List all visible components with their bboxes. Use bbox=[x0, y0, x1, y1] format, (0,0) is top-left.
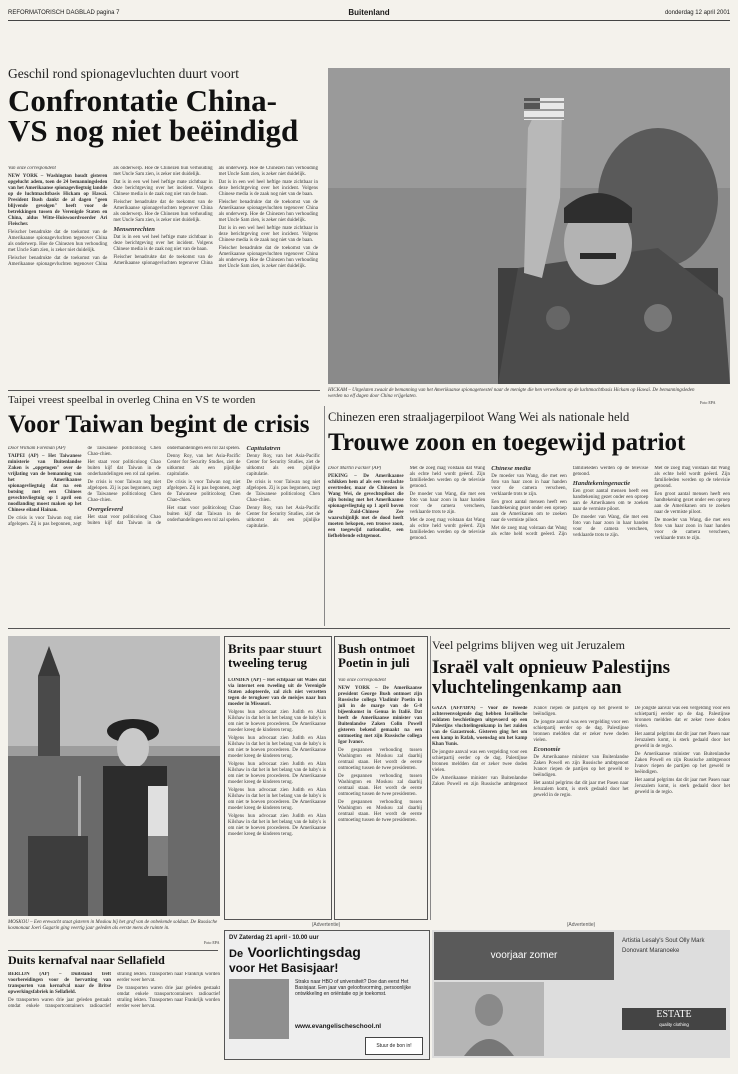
article3-paragraph: De moeder van Wang, die met een foto van haar zoon in haar handen voor de camera verscheen, verklaarde trots te zijn. bbox=[491, 474, 567, 497]
article2-subhead: Capitulatren bbox=[246, 446, 281, 452]
article2-paragraph: Denny Roy, van het Asia-Pacific Center for Security Studies, ziet de uitkomst als een pijnlijke capitulatie. bbox=[167, 454, 241, 477]
ad1-line1: De bbox=[229, 948, 244, 960]
article4-paragraph: Volgens hun advocaat zien Judith en Alan Kilshaw in dat het in het belang van de baby's is om niet te hoeven procederen. De Amerikaanse moeder kreeg de kinderen terug. bbox=[228, 736, 326, 759]
article5-headline: Bush ontmoet Poetin in juli bbox=[338, 641, 415, 670]
article3-subhead: Handtekeningenactie bbox=[572, 480, 631, 487]
article4-paragraph: Volgens hun advocaat zien Judith en Alan Kilshaw in dat het in het belang van de baby's is om niet te hoeven procederen. De Amerikaanse moeder kreeg de kinderen terug. bbox=[228, 814, 326, 837]
article2-paragraph: Het staat voor politicoloog Chao buiten kijf dat Taiwan in de onderhandelingen een rol zal spelen. bbox=[87, 460, 161, 477]
article6-subhead: Economie bbox=[533, 746, 561, 753]
article5-paragraph: De gespannen verhouding tussen Washington en Moskou zal daarbij centraal staan. Het wordt de eerste ontmoeting tussen de twee presidenten. bbox=[338, 774, 422, 797]
moskou-photo bbox=[8, 636, 220, 916]
ad2-box[interactable] bbox=[432, 930, 730, 1058]
article5-byline: Van onze correspondent bbox=[338, 678, 386, 683]
pilot-photo-credit: Foto EPA bbox=[700, 400, 716, 405]
ad2-logo-box bbox=[622, 1008, 726, 1030]
article4-body bbox=[228, 678, 326, 914]
article6-paragraph: Het aantal pelgrims dat dit jaar met Pasen naar Jeruzalem komt, is sterk gedaald door het geweld in de regio. bbox=[634, 778, 730, 795]
ad1-text: Straks naar HBO of universiteit? Doe dan eerst Het Basisjaar. Een jaar van geloofsvorming, persoonlijke ontwikkeling en oriëntatie op je toekomst. bbox=[295, 979, 411, 997]
article4-lead: LONDEN (AP) – Het echtpaar uit Wales dat via internet een tweeling uit de Verenigde Staten adopteerde, zal zich niet verzetten tegen de terugkeer van de meisjes naar hun moeder in Missouri. bbox=[228, 678, 326, 707]
header-left: REFORMATORISCH DAGBLAD pagina 7 bbox=[8, 10, 120, 16]
article1-body bbox=[8, 166, 318, 381]
divider bbox=[8, 950, 218, 951]
article7-paragraph: De transporten waren drie jaar geleden gestaakt omdat enkele transportcontainers radioactief straling lekten. Transporten naar Frankrijk worden eerder weer hervat. bbox=[8, 972, 220, 1009]
ad1-line2: Voorlichtingsdag bbox=[247, 944, 361, 960]
article1-lead: NEW YORK – Washington houdt gisteren opgelucht adem, toen de 24 bemanningsleden van het Amerikaanse spionagevliegtuig landde op de luchtmachtbasis Hickam op Hawaï. President Bush dankt de al dagen "geen blijvende gevolgen" heeft voor de betrekkingen tussen de Verenigde Staten en China, aldus Witte-Huiswoordvoerder Ari Fleischer. bbox=[8, 174, 108, 227]
article4-paragraph: Volgens hun advocaat zien Judith en Alan Kilshaw in dat het in het belang van de baby's is om niet te hoeven procederen. De Amerikaanse moeder kreeg de kinderen terug. bbox=[228, 710, 326, 733]
pilot-photo bbox=[328, 68, 730, 384]
article1-paragraph: Fleischer benadrukte dat de toekomst van de Amerikaanse spionagevluchten tegenover China als onderwerp. Hoe de Chinezen hun verhouding met Uncle Sam zien, is zeker niet duidelijk. bbox=[8, 230, 108, 253]
article1-paragraph: Dat is in een wel heel heftige mate zichtbaar in deze berichtgeving over het incident. Volgens Chinese media is de zaak nog niet van de baan. bbox=[113, 180, 213, 197]
moskou-caption: MOSKOU – Een erewacht staat gisteren in Moskou bij het graf van de onbekende soldaat. De Russische kosmonaut Joeri Gagarin ging veertig jaar geleden als eerste mens de ruimte in. bbox=[8, 920, 218, 931]
ad2-brands: Artistia Lesaly's Sout Olly Mark Donovant Maranoeke bbox=[622, 938, 705, 954]
article1-paragraph: Fleischer benadrukte dat de toekomst van de Amerikaanse spionagevluchten tegenover China als onderwerp. Hoe de Chinezen hun verhouding met Uncle Sam zien, is zeker niet duidelijk. bbox=[8, 166, 213, 267]
article6-body bbox=[432, 706, 730, 918]
ad1-box[interactable] bbox=[224, 930, 430, 1060]
ad1-cta[interactable]: Stuur de bon in! bbox=[365, 1037, 423, 1055]
ad2-photo bbox=[434, 982, 544, 1056]
article5-paragraph: De gespannen verhouding tussen Washington en Moskou zal daarbij centraal staan. Het wordt de eerste ontmoeting tussen de twee presidenten. bbox=[338, 800, 422, 823]
article6-paragraph: De Amerikaanse minister van Buitenlandse Zaken Powell en zijn Russische ambtgenoot Ivanov riepen de partijen op het geweld te beëindigen. bbox=[432, 706, 629, 787]
divider bbox=[8, 390, 320, 391]
article6-paragraph: Het aantal pelgrims dat dit jaar met Pasen naar Jeruzalem komt, is sterk gedaald door het geweld in de regio. bbox=[634, 732, 730, 749]
article6-paragraph: De jongste aanval was een vergelding voor een schietpartij eerder op de dag. Palestijnse bronnen meldden dat er zeker twee doden vielen. bbox=[432, 750, 528, 773]
moskou-photo-illustration bbox=[8, 636, 220, 916]
article7-paragraph: De transporten waren drie jaar geleden gestaakt omdat enkele transportcontainers radioactief straling lekten. Transporten naar Frankrijk worden eerder weer hervat. bbox=[117, 986, 220, 1009]
ad1-title bbox=[229, 945, 425, 975]
article3-kicker: Chinezen eren straaljagerpiloot Wang Wei als nationale held bbox=[328, 410, 630, 424]
article6-paragraph: Het aantal pelgrims dat dit jaar met Pasen naar Jeruzalem komt, is sterk gedaald door het geweld in de regio. bbox=[533, 781, 629, 798]
divider bbox=[8, 628, 730, 629]
article1-paragraph: Fleischer benadrukte dat de toekomst van de Amerikaanse spionagevluchten tegenover China als onderwerp. Hoe de Chinezen hun verhouding met Uncle Sam zien, is zeker niet duidelijk. bbox=[113, 200, 213, 223]
article2-subhead: Overgeleverd bbox=[87, 506, 123, 513]
article2-body bbox=[8, 446, 320, 621]
article3-byline: Door Martin Fackler (AP) bbox=[328, 466, 382, 471]
ad2-banner: voorjaar zomer bbox=[434, 932, 614, 980]
article3-paragraph: Met de zoeg mag volstaan dat Wang als echte held wordt geëerd. Zijn familieleden werden op de televisie getoond. bbox=[409, 518, 486, 541]
article3-headline: Trouwe zoon en toegewijd patriot bbox=[328, 429, 686, 456]
article3-paragraph: Een groot aantal mensen heeft een handtekening gezet onder een oproep aan de Amerikanen om te zoeken naar de vermiste piloot. bbox=[572, 489, 649, 512]
article1-headline: Confrontatie China-VS nog niet beëindigd bbox=[8, 83, 299, 148]
article2-kicker: Taipei vreest speelbal in overleg China en VS te worden bbox=[8, 394, 256, 406]
article1-kicker: Geschil rond spionagevluchten duurt voort bbox=[8, 66, 239, 81]
article1-paragraph: Dat is in een wel heel heftige mate zichtbaar in deze berichtgeving over het incident. Volgens Chinese media is de zaak nog niet van de baan. bbox=[218, 226, 318, 243]
header-section: Buitenland bbox=[348, 8, 390, 17]
article3-subhead: Chinese media bbox=[491, 466, 531, 472]
article1-paragraph: Fleischer benadrukte dat de toekomst van de Amerikaanse spionagevluchten tegenover China als onderwerp. Hoe de Chinezen hun verhouding met Uncle Sam zien, is zeker niet duidelijk. bbox=[218, 200, 318, 223]
article2-paragraph: De crisis is voor Taiwan nog niet afgelopen. Zij is pas begonnen, zegt de Taiwanese politicoloog Chen Chao-chien. bbox=[167, 480, 241, 503]
article2-lead: TAIPEI (AP) – Het Taiwanese ministerie van Buitenlandse Zaken is „opgetogen" over de vrijlating van de bemanning van het Amerikaanse spionagevliegtuig dat na een botsing met een Chinees gevechtsvliegtuig op 1 april een noodlanding moest maken op het Chinese eiland Hainan. bbox=[8, 454, 82, 513]
ad2-label: (Advertentie) bbox=[566, 922, 596, 928]
article4-paragraph: Volgens hun advocaat zien Judith en Alan Kilshaw in dat het in het belang van de baby's is om niet te hoeven procederen. De Amerikaanse moeder kreeg de kinderen terug. bbox=[228, 788, 326, 811]
article3-paragraph: Met de zoeg mag volstaan dat Wang als echte held wordt geëerd. Zijn familieleden werden op de televisie getoond. bbox=[654, 466, 730, 489]
article2-byline: Door William Foreman (AP) bbox=[8, 446, 66, 451]
header-date: donderdag 12 april 2001 bbox=[664, 10, 730, 16]
ad1-photo bbox=[229, 979, 289, 1039]
article7-body bbox=[8, 972, 220, 1060]
article6-paragraph: De Amerikaanse minister van Buitenlandse Zaken Powell en zijn Russische ambtgenoot Ivanov riepen de partijen op het geweld te beëindigen. bbox=[533, 755, 629, 778]
article6-headline: Israël valt opnieuw Palestijns vluchtelingenkamp aan bbox=[432, 657, 671, 698]
article3-paragraph: Een groot aantal mensen heeft een handtekening gezet onder een oproep aan de Amerikanen om te zoeken naar de vermiste piloot. bbox=[654, 492, 730, 515]
article5-paragraph: De gespannen verhouding tussen Washington en Moskou zal daarbij centraal staan. Het wordt de eerste ontmoeting tussen de twee presidenten. bbox=[338, 748, 422, 771]
article3-paragraph: Met de zoeg mag volstaan dat Wang als echte held wordt geëerd. Zijn familieleden werden op de televisie getoond. bbox=[491, 466, 649, 537]
ad1-line3: voor Het Basisjaar! bbox=[229, 961, 339, 975]
article2-paragraph: Het staat voor politicoloog Chao buiten kijf dat Taiwan in de onderhandelingen een rol zal spelen. bbox=[167, 506, 241, 523]
article3-paragraph: De moeder van Wang, die met een foto van haar zoon in haar handen voor de camera verscheen, verklaarde trots te zijn. bbox=[409, 492, 486, 515]
ad1-url[interactable]: www.evangelischeschool.nl bbox=[295, 1023, 382, 1030]
ad2-logo: ESTATE bbox=[656, 1009, 692, 1020]
article3-body bbox=[328, 466, 730, 621]
article3-lead: PEKING – De Amerikaanse schikken hem af als een verdachte overtreder, maar de Chinezen is Wang Wei, de gevechtspiloot die zijn botsing met het Amerikaanse spionagevliegtuig op 1 april boven de Zuid-Chinese Zee waarschijnlijk met de dood heeft moeten bekopen, een trouwe zoon, een toegewijd nationalist, een liefhebbende echtgenoot. bbox=[328, 474, 404, 539]
article5-body bbox=[338, 678, 422, 914]
article3-paragraph: Een groot aantal mensen heeft een handtekening gezet onder een oproep aan de Amerikanen om te zoeken naar de vermiste piloot. bbox=[491, 500, 567, 523]
article2-paragraph: De crisis is voor Taiwan nog niet afgelopen. Zij is pas begonnen, zegt de Taiwanese politicoloog Chen Chao-chien. bbox=[246, 480, 320, 503]
article6-paragraph: De jongste aanval was een vergelding voor een schietpartij eerder op de dag. Palestijnse bronnen meldden dat er zeker twee doden vielen. bbox=[634, 706, 730, 729]
article6-lead: GAZA (AFP/DPA) – Voor de tweede achtereenvolgende dag hebben Israëlische soldaten beschietingen uitgevoerd op een Palestijns vluchtelingenkamp in het zuiden van de Gazastrook. Gisteren ging het om een kamp in Rafah, woensdag om het kamp Khan Yunis. bbox=[432, 706, 528, 747]
ad1-date: DV Zaterdag 21 april - 10.00 uur bbox=[229, 935, 319, 941]
article7-headline: Duits kernafval naar Sellafield bbox=[8, 953, 165, 967]
article1-paragraph: Fleischer benadrukte dat de toekomst van de Amerikaanse spionagevluchten tegenover China als onderwerp. Hoe de Chinezen hun verhouding met Uncle Sam zien, is zeker niet duidelijk. bbox=[218, 246, 318, 269]
article3-paragraph: Met de zoeg mag volstaan dat Wang als echte held wordt geëerd. Zijn familieleden werden op de televisie getoond. bbox=[409, 466, 486, 489]
article6-kicker: Veel pelgrims blijven weg uit Jeruzalem bbox=[432, 638, 625, 652]
article2-paragraph: Denny Roy, van het Asia-Pacific Center for Security Studies, ziet de uitkomst als een pijnlijke capitulatie. bbox=[246, 506, 320, 529]
article4-headline: Brits paar stuurt tweeling terug bbox=[228, 641, 322, 670]
newspaper-page bbox=[8, 6, 730, 1062]
ad2-model-illustration bbox=[434, 982, 544, 1056]
article1-paragraph: Dat is in een wel heel heftige mate zichtbaar in deze berichtgeving over het incident. Volgens Chinese media is de zaak nog niet van de baan. bbox=[113, 235, 213, 252]
article1-paragraph: Dat is in een wel heel heftige mate zichtbaar in deze berichtgeving over het incident. Volgens Chinese media is de zaak nog niet van de baan. bbox=[218, 180, 318, 197]
article7-lead: BERLIJN (AP) – Duitsland treft voorbereidingen voor de hervatting van transporten van kernafval naar de Britse opwerkingsfabriek in Sellafield. bbox=[8, 972, 111, 995]
ad2-logo-sub: quality clothing bbox=[659, 1022, 689, 1027]
article1-byline: Van onze correspondent bbox=[8, 166, 56, 171]
pilot-photo-illustration bbox=[328, 68, 730, 384]
pilot-photo-caption: HICKAM – Uitgelaten zwaait de bemanning van het Amerikaanse spionagetoestel naar de menigte die hen verwelkomt op de luchtmachtbasis Hickam op Hawaï. De bemanningsleden werden na elf dagen door China vrijgelaten. bbox=[328, 388, 695, 399]
article3-paragraph: De moeder van Wang, die met een foto van haar zoon in haar handen voor de camera verscheen, verklaarde trots te zijn. bbox=[654, 518, 730, 541]
column-divider bbox=[430, 636, 431, 920]
ad1-label: (Advertentie) bbox=[311, 922, 341, 928]
article4-paragraph: Volgens hun advocaat zien Judith en Alan Kilshaw in dat het in het belang van de baby's is om niet te hoeven procederen. De Amerikaanse moeder kreeg de kinderen terug. bbox=[228, 762, 326, 785]
article3-paragraph: De moeder van Wang, die met een foto van haar zoon in haar handen voor de camera verscheen, verklaarde trots te zijn. bbox=[572, 515, 649, 538]
article2-paragraph: Denny Roy, van het Asia-Pacific Center for Security Studies, ziet de uitkomst als een pijnlijke capitulatie. bbox=[246, 454, 320, 477]
article2-paragraph: Het staat voor politicoloog Chao buiten kijf dat Taiwan in de onderhandelingen een rol zal spelen. bbox=[87, 446, 241, 526]
article1-paragraph: Fleischer benadrukte dat de toekomst van de Amerikaanse spionagevluchten tegenover China als onderwerp. Hoe de Chinezen hun verhouding met Uncle Sam zien, is zeker niet duidelijk. bbox=[113, 166, 318, 266]
article6-paragraph: De jongste aanval was een vergelding voor een schietpartij eerder op de dag. Palestijnse bronnen meldden dat er zeker twee doden vielen. bbox=[533, 720, 629, 743]
column-divider bbox=[324, 406, 325, 626]
moskou-credit: Foto EPA bbox=[204, 940, 220, 945]
article5-lead: NEW YORK – De Amerikaanse president George Bush ontmoet zijn Russische collega Vladimir Poetin in juli in de marge van de G-8 bijeenkomst in Genua in Italië. Dat heeft de Amerikaanse minister van Buitenlandse Zaken Colin Powell gisteren bekend gemaakt na een ontmoeting met zijn Russische collega Igor Ivanov. bbox=[338, 686, 422, 745]
article2-paragraph: De crisis is voor Taiwan nog niet afgelopen. Zij is pas begonnen, zegt de Taiwanese politicoloog Chen Chao-chien. bbox=[87, 480, 161, 503]
article1-subhead: Mensenrechten bbox=[113, 226, 155, 233]
article2-paragraph: De crisis is voor Taiwan nog niet afgelopen. Zij is pas begonnen, zegt de Taiwanese politicoloog Chen Chao-chien. bbox=[8, 446, 161, 527]
article2-headline: Voor Taiwan begint de crisis bbox=[8, 411, 310, 438]
article6-paragraph: De Amerikaanse minister van Buitenlandse Zaken Powell en zijn Russische ambtgenoot Ivanov riepen de partijen op het geweld te beëindigen. bbox=[634, 752, 730, 775]
page-header bbox=[8, 6, 730, 21]
